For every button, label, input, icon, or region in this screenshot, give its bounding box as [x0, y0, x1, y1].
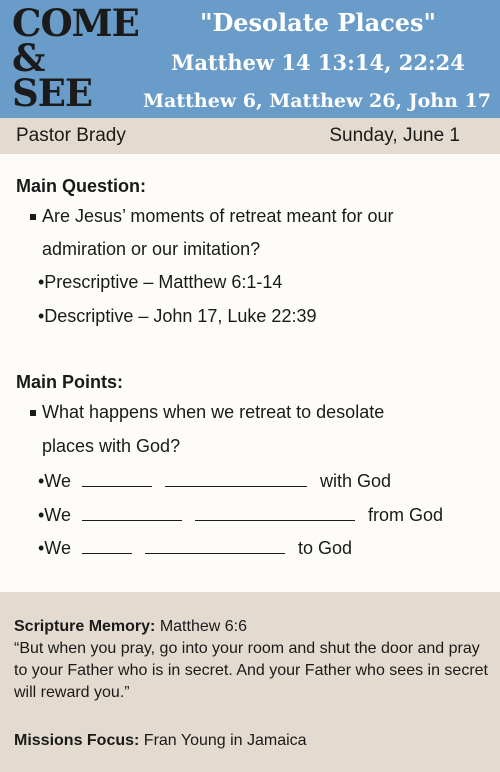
- answer-blank[interactable]: [82, 537, 132, 554]
- answer-blank[interactable]: [145, 537, 285, 554]
- brand-word-come: COME: [12, 1, 139, 45]
- missions-focus-label: Missions Focus:: [14, 732, 140, 749]
- prescriptive-item: •Prescriptive – Matthew 6:1-14: [38, 272, 283, 292]
- answer-blank[interactable]: [165, 470, 307, 487]
- fill-in-prefix: •We: [38, 538, 71, 558]
- brand-word-see: SEE: [12, 71, 93, 115]
- brand-logo: [12, 1, 139, 115]
- scripture-memory-label: Scripture Memory:: [14, 618, 156, 635]
- missions-focus: [14, 730, 488, 752]
- point-line-1: What happens when we retreat to desolate: [42, 402, 385, 422]
- point-line-2: places with God?: [42, 436, 181, 456]
- scripture-memory: [14, 616, 488, 704]
- descriptive-item: •Descriptive – John 17, Luke 22:39: [38, 306, 317, 326]
- sermon-title: "Desolate Places": [199, 8, 437, 37]
- scripture-memory-text: “But when you pray, go into your room and shut the door and pray to your Father who is in secret. And your Father who sees in secret will reward you.”: [14, 640, 488, 701]
- fill-in-row-2: [38, 504, 443, 526]
- missions-focus-text: Fran Young in Jamaica: [139, 732, 307, 749]
- question-line-2: admiration or our imitation?: [42, 239, 261, 259]
- fill-in-suffix: with God: [320, 471, 392, 491]
- fill-in-prefix: •We: [38, 505, 71, 525]
- header-banner: [0, 0, 500, 118]
- scripture-references-2: Matthew 6, Matthew 26, John 17: [142, 90, 491, 112]
- answer-blank[interactable]: [195, 504, 355, 521]
- footer-panel: [0, 592, 500, 772]
- bullet-square-icon: [30, 410, 36, 416]
- fill-in-row-3: [38, 537, 352, 559]
- fill-in-suffix: to God: [298, 538, 353, 558]
- answer-blank[interactable]: [82, 504, 182, 521]
- fill-in-prefix: •We: [38, 471, 71, 491]
- main-question-heading: Main Question:: [16, 176, 146, 196]
- main-points-heading: Main Points:: [16, 372, 123, 392]
- fill-in-row-1: [38, 470, 391, 492]
- pastor-name: Pastor Brady: [16, 125, 126, 146]
- scripture-references-1: Matthew 14 13:14, 22:24: [171, 50, 465, 75]
- info-bar: [0, 118, 500, 154]
- brand-ampersand: &: [12, 36, 45, 80]
- bullet-square-icon: [30, 214, 36, 220]
- question-line-1: Are Jesus’ moments of retreat meant for our: [42, 206, 394, 226]
- sermon-date: Sunday, June 1: [329, 125, 460, 146]
- answer-blank[interactable]: [82, 470, 152, 487]
- fill-in-suffix: from God: [368, 505, 444, 525]
- scripture-memory-ref: Matthew 6:6: [155, 618, 247, 635]
